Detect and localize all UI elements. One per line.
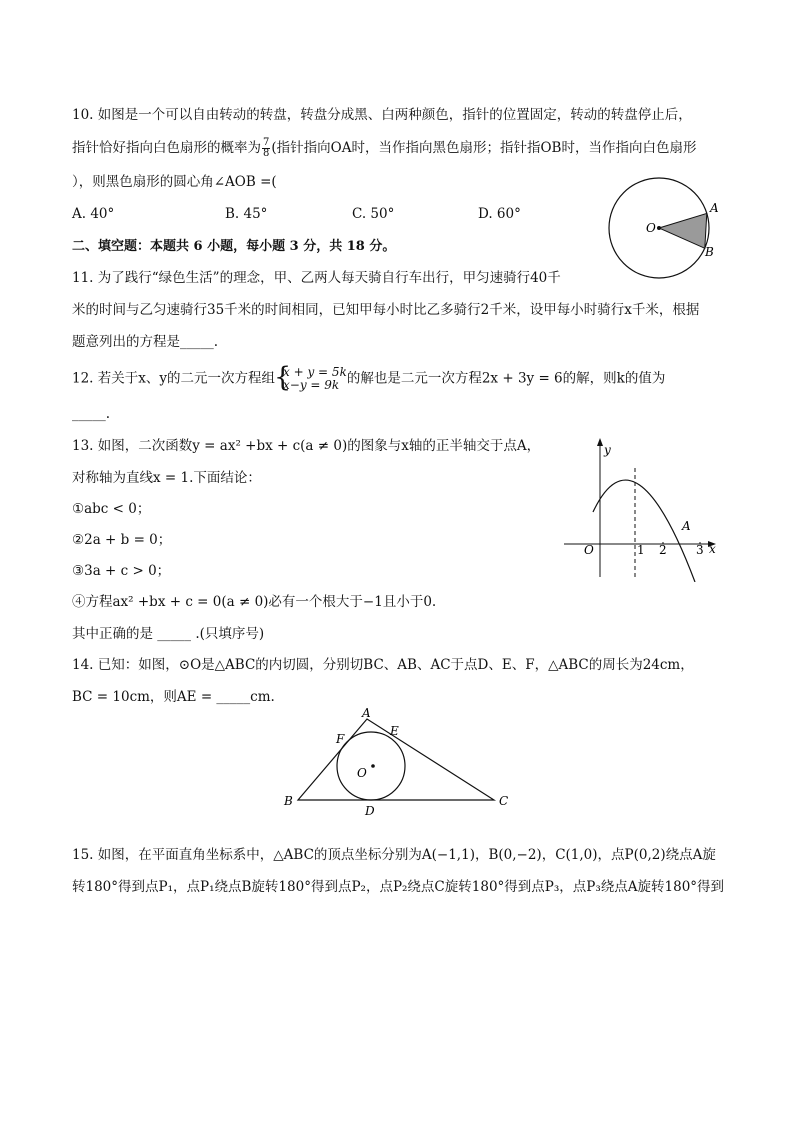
label-point-a: A (682, 519, 691, 533)
q10-option-d: D. 60° (478, 206, 521, 222)
q13-item-1: ①abc < 0； (72, 501, 151, 517)
spinner-center (657, 226, 661, 230)
q14-line1: 14. 已知：如图，⊙O是△ABC的内切圆，分别切BC、AB、AC于点D、E、F，△ABC的周长为24cm， (72, 657, 694, 673)
label-tick-3: 3 (696, 543, 704, 557)
q15-line1: 15. 如图，在平面直角坐标系中，△ABC的顶点坐标分别为A(−1,1)，B(0,−2)，C(1,0)，点P(0,2)绕点A旋 (72, 847, 716, 863)
label-a: A (710, 201, 719, 215)
q13-item-2: ②2a + b = 0； (72, 532, 172, 548)
q11-line3: 题意列出的方程是_____. (72, 334, 219, 350)
q15-line2: 转180°得到点P₁，点P₁绕点B旋转180°得到点P₂，点P₂绕点C旋转180°得到点P₃，点P₃绕点A旋转180°得到 (72, 879, 725, 895)
q13-answer: 其中正确的是 _____ .(只填序号) (72, 626, 265, 642)
incircle-center (371, 764, 375, 768)
label-f: F (336, 732, 345, 746)
parabola-figure (560, 432, 740, 582)
q12-line1 (72, 366, 665, 392)
label-b: B (705, 245, 714, 259)
spinner-figure (600, 170, 740, 285)
q13-item-4: ④方程ax² +bx + c = 0(a ≠ 0)必有一个根大于−1且小于0. (72, 594, 437, 610)
q11-line2: 米的时间与乙匀速骑行35千米的时间相同，已知甲每小时比乙多骑行2千米，设甲每小时骑行x千米，根据 (72, 302, 700, 318)
frac-numerator: 7 (263, 137, 270, 148)
label-x: x (709, 542, 716, 556)
equation-system (275, 366, 347, 392)
label-d: D (365, 804, 375, 817)
q10-fraction (262, 138, 270, 159)
label-b: B (284, 794, 293, 808)
y-axis-arrow (597, 438, 603, 446)
q13-line2: 对称轴为直线x = 1.下面结论： (72, 470, 261, 486)
equation-1: { x + y = 5k (283, 365, 347, 379)
frac-denominator: 8 (263, 148, 270, 159)
label-y: y (604, 443, 611, 457)
q13-item-3: ③3a + c > 0； (72, 563, 171, 579)
equation-2: x−y = 9k (283, 378, 340, 392)
label-a: A (362, 706, 371, 720)
parabola-curve (593, 480, 695, 582)
label-o: O (646, 221, 656, 235)
q13-line1: 13. 如图，二次函数y = ax² +bx + c(a ≠ 0)的图象与x轴的正半轴交于点A， (72, 438, 541, 454)
section-heading: 二、填空题：本题共 6 小题，每小题 3 分，共 18 分。 (72, 239, 396, 254)
q10-line2-b: (指针指向OA时，当作指向黑色扇形；指针指OB时，当作指向白色扇形 (271, 140, 697, 156)
q12-line2: _____. (72, 406, 111, 422)
q12-line1-a: 12. 若关于x、y的二元一次方程组 (72, 370, 276, 387)
label-tick-2: 2 (659, 543, 667, 557)
label-origin: O (584, 543, 594, 557)
q10-line1: 10. 如图是一个可以自由转动的转盘，转盘分成黑、白两种颜色，指针的位置固定，转动的转盘停止后， (72, 107, 692, 123)
label-e: E (390, 724, 399, 738)
label-c: C (499, 794, 509, 808)
q12-line1-b: 的解也是二元一次方程2x + 3y = 6的解，则k的值为 (346, 370, 666, 387)
q10-option-a: A. 40° (72, 206, 115, 222)
label-o: O (357, 766, 367, 780)
q10-option-c: C. 50° (352, 206, 395, 222)
q10-line2-a: 指针恰好指向白色扇形的概率为 (72, 140, 261, 156)
q11-line1: 11. 为了践行“绿色生活”的理念，甲、乙两人每天骑自行车出行，甲匀速骑行40千 (72, 270, 561, 286)
q10-line3: ），则黑色扇形的圆心角∠AOB =( (72, 174, 277, 190)
q14-line2: BC = 10cm，则AE = _____cm. (72, 689, 275, 705)
incircle-figure (275, 705, 525, 817)
label-tick-1: 1 (637, 543, 645, 557)
incircle (337, 732, 405, 800)
q10-option-b: B. 45° (225, 206, 268, 222)
q10-line2 (72, 138, 696, 159)
